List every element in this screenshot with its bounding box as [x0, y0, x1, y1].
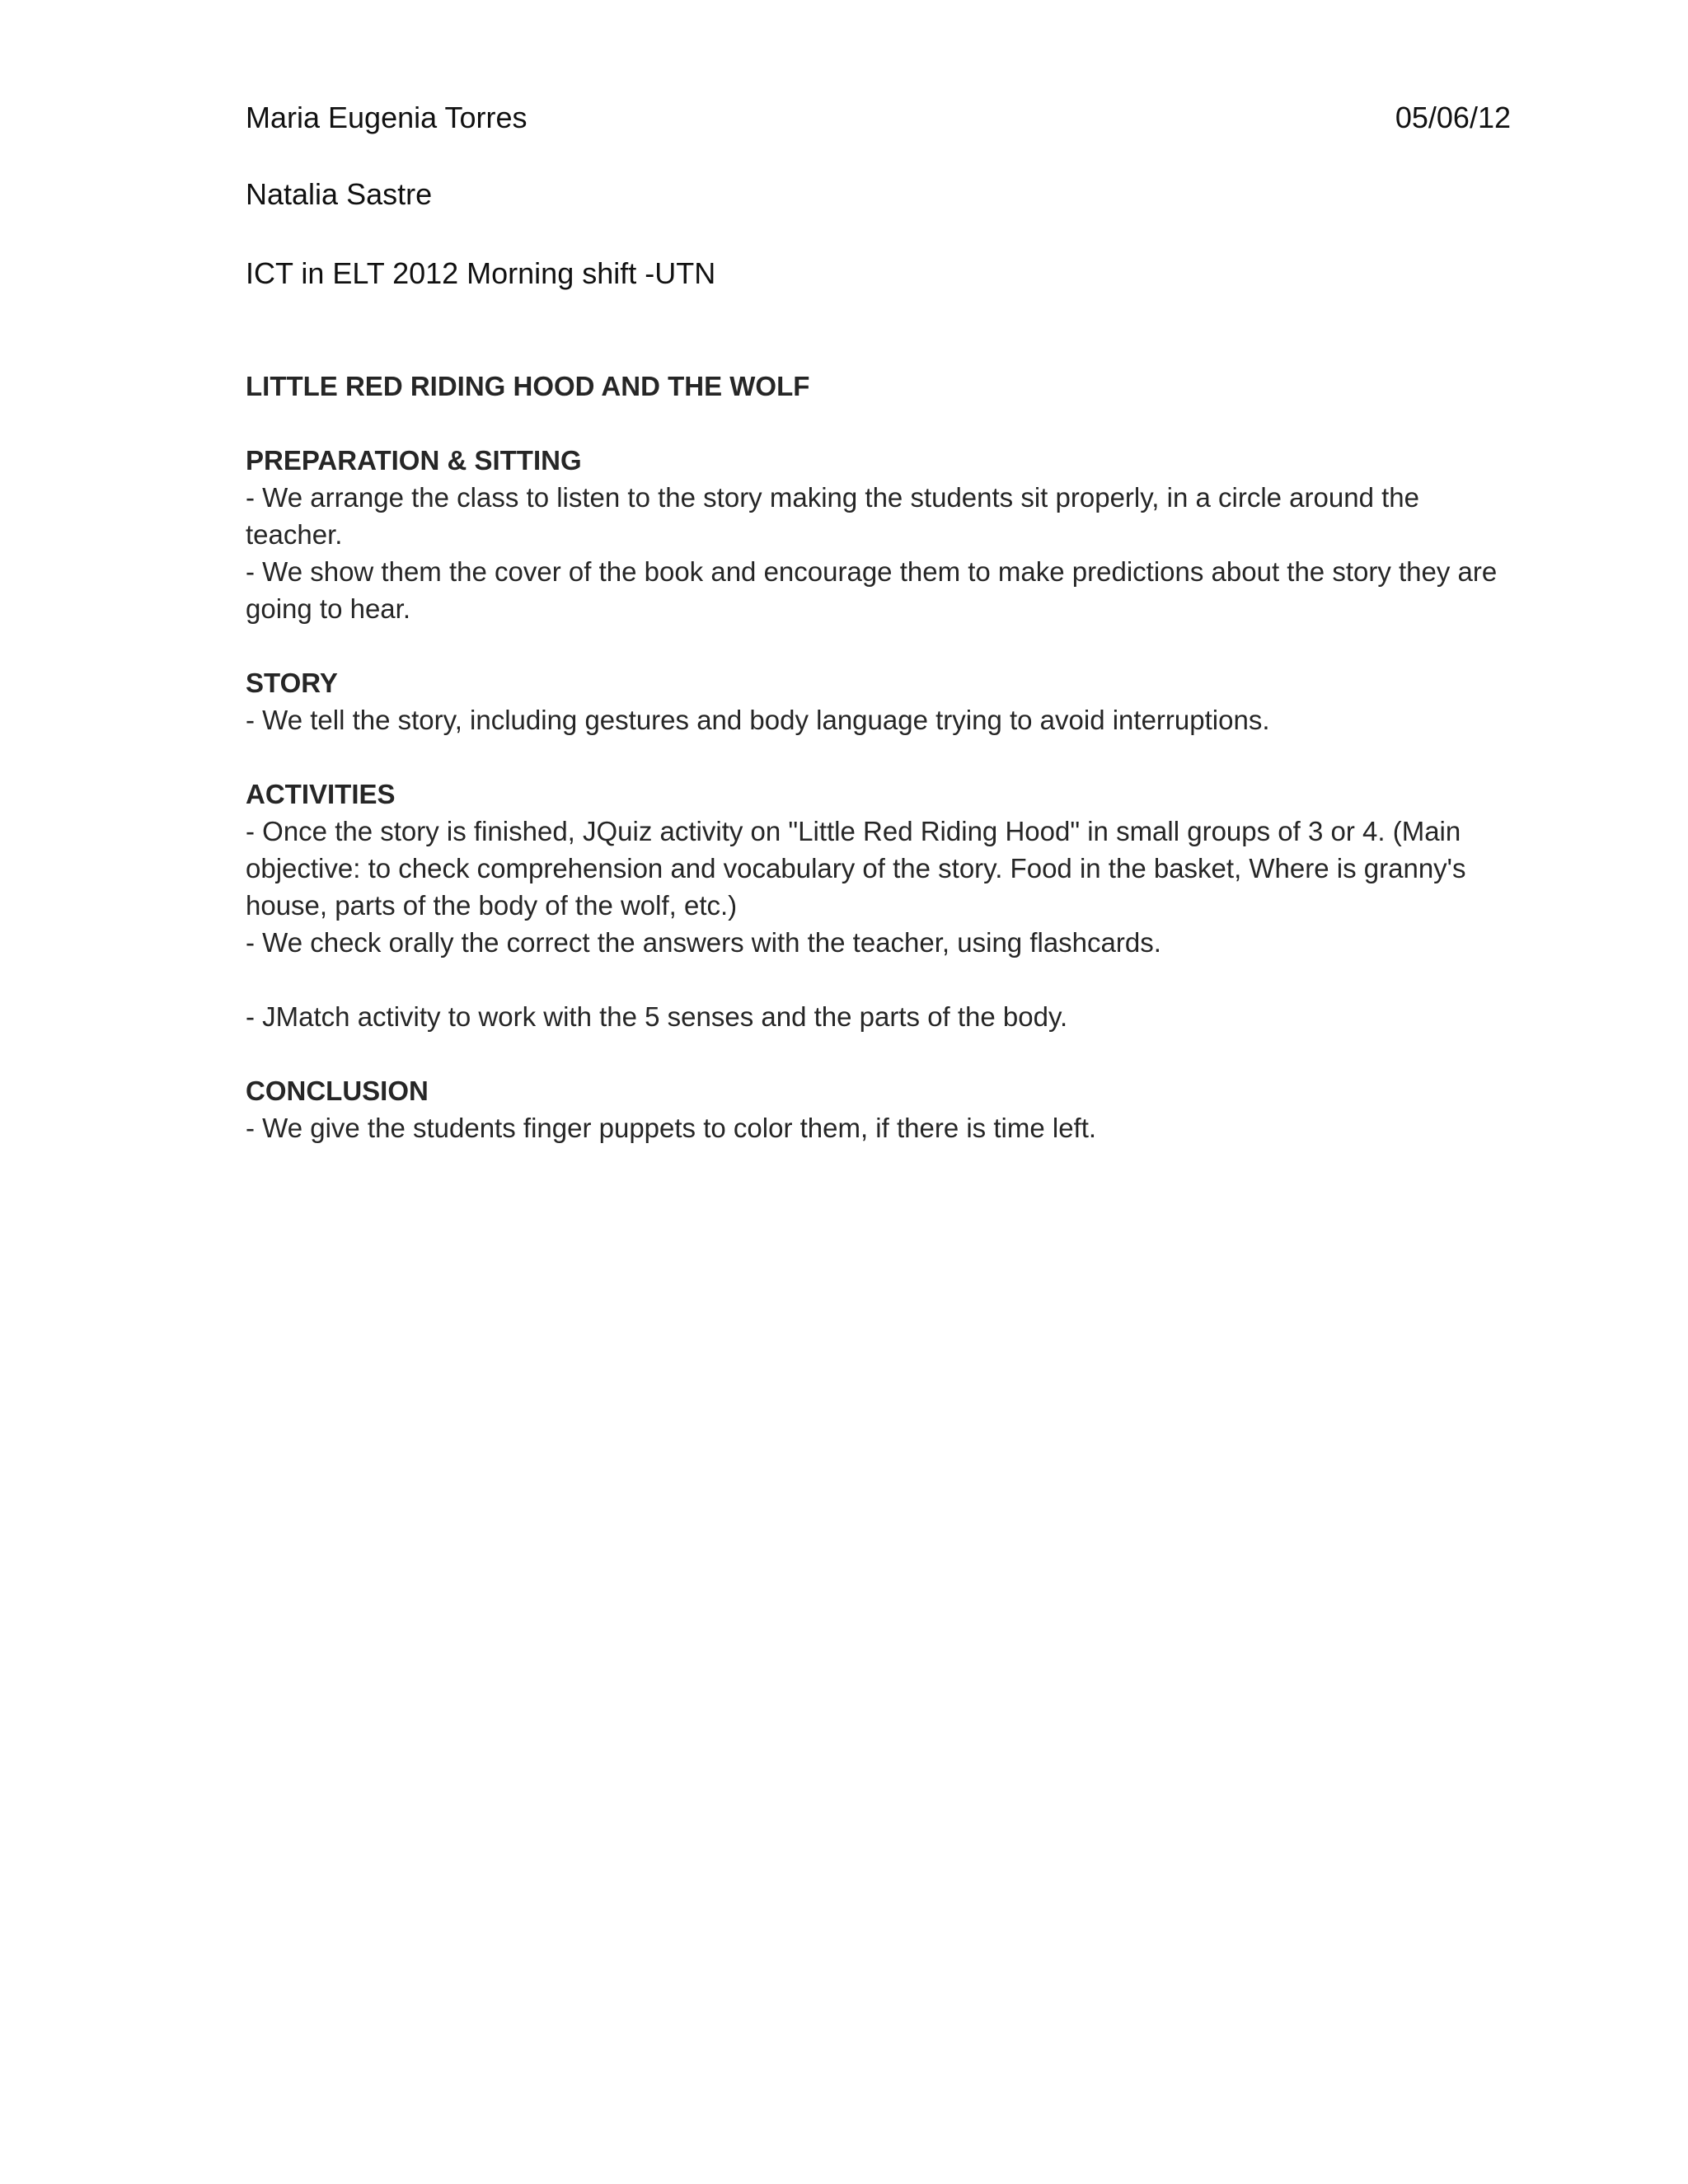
author-name-1: Maria Eugenia Torres — [246, 101, 528, 134]
author-name-2: Natalia Sastre — [246, 177, 433, 211]
section-story — [246, 664, 1515, 738]
section-preparation — [246, 442, 1515, 627]
section-line: - We tell the story, including gestures and body language trying to avoid interruptions. — [246, 705, 1270, 735]
spacer — [246, 627, 1515, 664]
document-date: 05/06/12 — [1395, 101, 1511, 134]
section-line: - We show them the cover of the book and encourage them to make predictions about the story they are going to hear. — [246, 556, 1498, 624]
spacer — [246, 1035, 1515, 1072]
section-heading: CONCLUSION — [246, 1076, 429, 1106]
section-heading: STORY — [246, 668, 338, 698]
section-heading: ACTIVITIES — [246, 779, 396, 809]
spacer — [246, 405, 1515, 442]
section-heading: PREPARATION & SITTING — [246, 445, 582, 476]
section-line: - We arrange the class to listen to the story making the students sit properly, in a circle around the teacher. — [246, 482, 1419, 550]
section-line: - We give the students finger puppets to color them, if there is time left. — [246, 1113, 1097, 1143]
course-line: ICT in ELT 2012 Morning shift -UTN — [246, 256, 716, 290]
section-conclusion — [246, 1072, 1515, 1146]
spacer — [246, 961, 1515, 998]
document-body — [246, 368, 1515, 1146]
section-line: - We check orally the correct the answers with the teacher, using flashcards. — [246, 927, 1161, 958]
document-title: LITTLE RED RIDING HOOD AND THE WOLF — [246, 371, 810, 401]
section-line: - JMatch activity to work with the 5 senses and the parts of the body. — [246, 1001, 1068, 1032]
section-line: - Once the story is finished, JQuiz activity on "Little Red Riding Hood" in small groups of 3 or 4. (Main objective: to check comprehension and vocabulary of the story. Food in the basket, Where is granny's house, parts of the body of the wolf, etc.) — [246, 816, 1466, 921]
section-activities — [246, 776, 1515, 1035]
spacer — [246, 738, 1515, 776]
